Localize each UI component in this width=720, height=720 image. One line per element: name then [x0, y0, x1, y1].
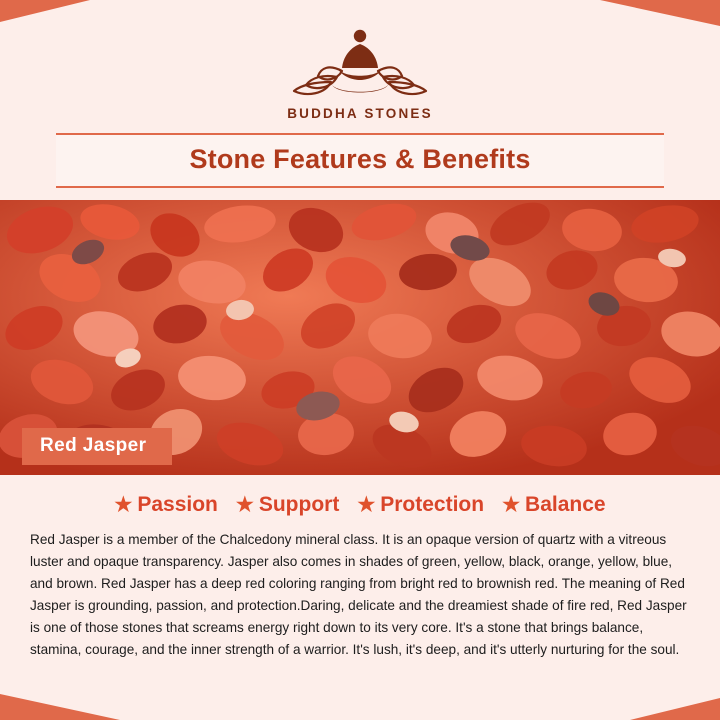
corner-decoration-bottom-right	[630, 698, 720, 720]
hero-image	[0, 200, 720, 475]
star-icon: ★	[114, 494, 133, 516]
star-icon: ★	[357, 494, 376, 516]
star-icon: ★	[502, 494, 521, 516]
benefits-row	[0, 493, 720, 517]
benefit-item-passion	[114, 493, 217, 517]
star-icon: ★	[235, 494, 254, 516]
benefit-item-support	[236, 493, 339, 517]
benefit-item-protection	[357, 493, 484, 517]
benefit-label: Passion	[137, 493, 218, 516]
buddha-lotus-icon	[0, 22, 720, 100]
corner-decoration-bottom-left	[0, 694, 120, 720]
benefit-label: Support	[258, 493, 340, 516]
benefit-label: Balance	[525, 493, 606, 516]
brand-name: BUDDHA STONES	[287, 106, 433, 121]
page-title: Stone Features & Benefits	[189, 144, 531, 174]
benefit-label: Protection	[380, 493, 485, 516]
stone-description: Red Jasper is a member of the Chalcedony mineral class. It is an opaque version of quartz with a vitreous luster and opaque transparency. Jasper also comes in shades of green, yellow, black, orange, yellow, blue, and brown. Red Jasper has a deep red coloring ranging from bright red to brownish red. The meaning of Red Jasper is grounding, passion, and protection.Daring, delicate and the dreamiest shade of fire red, Red Jasper is one of those stones that screams energy right down to its very core. It's a stone that brings balance, stamina, courage, and the inner strength of a warrior. It's lush, it's deep, and it's utterly nurturing for the soul.	[30, 532, 687, 658]
section-title-band	[56, 133, 664, 188]
stone-name-label: Red Jasper	[22, 428, 172, 465]
brand-header	[0, 0, 720, 121]
benefit-item-balance	[502, 493, 605, 517]
